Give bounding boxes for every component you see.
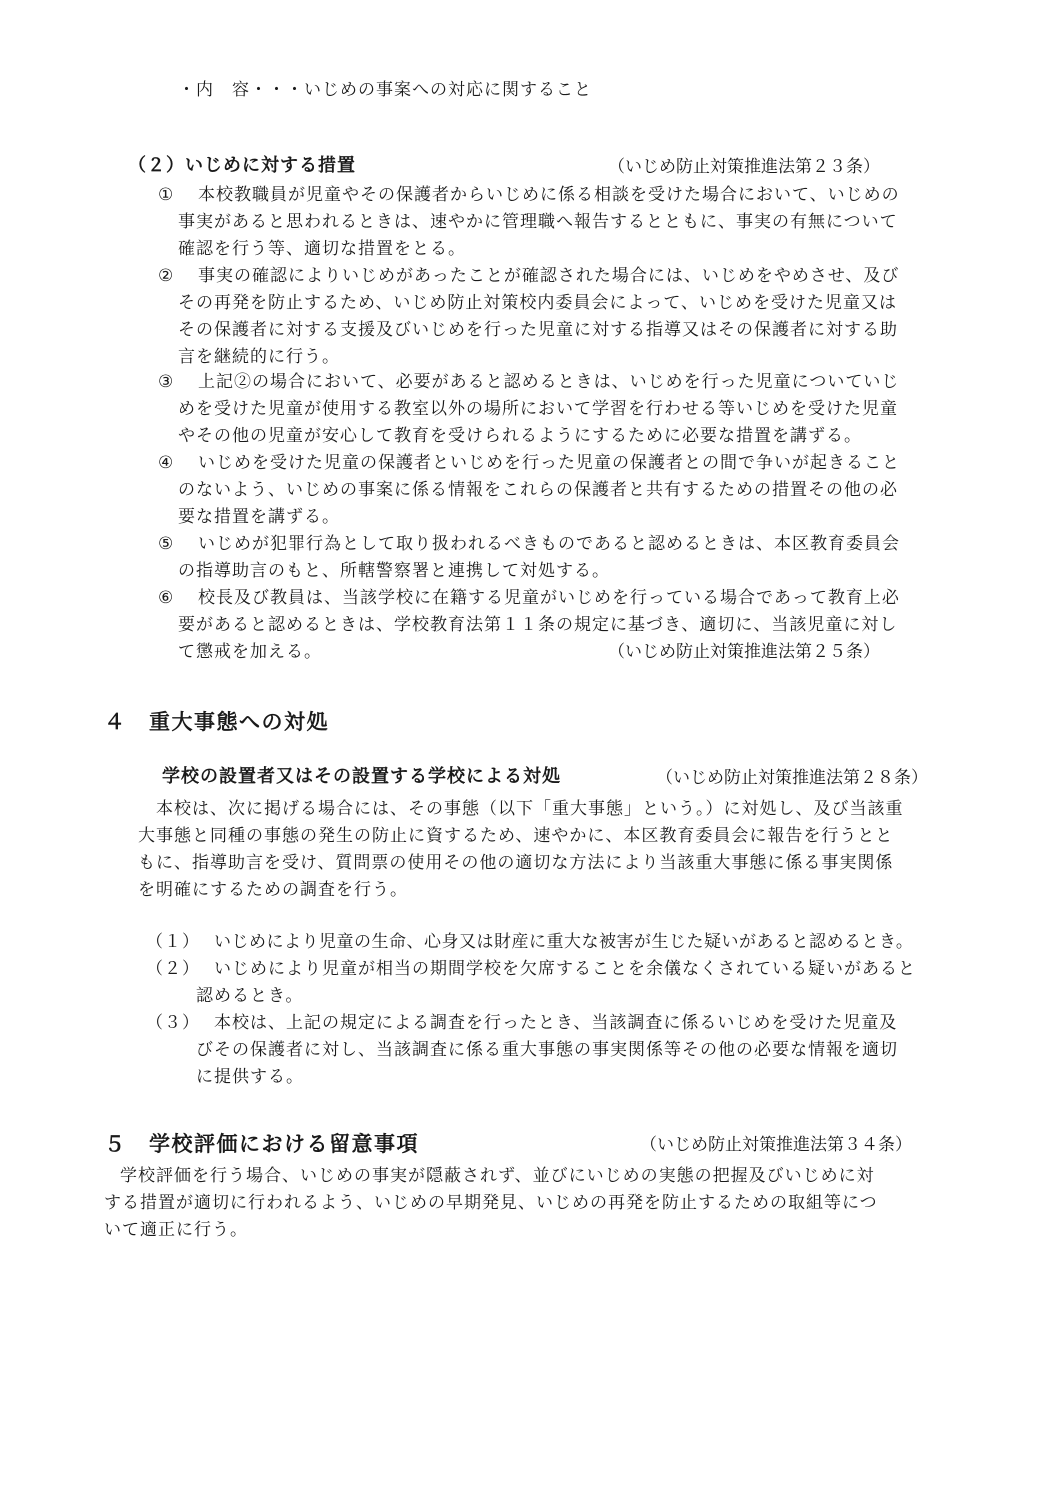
sec2-item-number: ① [158,185,175,205]
sec2-item-number: ② [158,266,175,286]
sec2-item-line: 事実があると思われるときは、速やかに管理職へ報告するとともに、事実の有無について [178,212,898,232]
sec2-item-line: 言を継続的に行う。 [178,347,340,367]
sec2-item-line: 事実の確認によりいじめがあったことが確認された場合には、いじめをやめさせ、及び [198,266,900,286]
sec4-item-number: （１） [146,932,200,952]
sec4-item-number: （３） [146,1013,200,1033]
section-5-heading: ５ 学校評価における留意事項 [104,1132,419,1156]
sec2-item-line: めを受けた児童が使用する教室以外の場所において学習を行わせる等いじめを受けた児童 [178,399,898,419]
sec4-item-number: （２） [146,959,200,979]
sec2-item-number: ⑥ [158,588,175,608]
sec2-item-line: の指導助言のもと、所轄警察署と連携して対処する。 [178,561,610,581]
sec4-item-line: 本校は、上記の規定による調査を行ったとき、当該調査に係るいじめを受けた児童及 [214,1013,898,1033]
sec2-item-line: 校長及び教員は、当該学校に在籍する児童がいじめを行っている場合であって教育上必 [198,588,900,608]
sec2-item-line: のないよう、いじめの事案に係る情報をこれらの保護者と共有するための措置その他の必 [178,480,898,500]
section-4-law-reference: （いじめ防止対策推進法第２８条） [656,768,928,788]
section-4-paragraph-line: 本校は、次に掲げる場合には、その事態（以下「重大事態」という。）に対処し、及び当該重 [156,799,904,819]
sec2-item-number: ⑤ [158,534,175,554]
section-5-law-reference: （いじめ防止対策推進法第３４条） [640,1135,912,1155]
section-2-heading: （２）いじめに対する措置 [128,155,356,176]
sec2-item-line: 上記②の場合において、必要があると認めるときは、いじめを行った児童についていじ [198,372,900,392]
sec4-item-line: びその保護者に対し、当該調査に係る重大事態の事実関係等その他の必要な情報を適切 [196,1040,898,1060]
section-2-end-law-reference: （いじめ防止対策推進法第２５条） [608,642,880,662]
section-4-subheading: 学校の設置者又はその設置する学校による対処 [162,766,561,787]
sec4-item-line: いじめにより児童の生命、心身又は財産に重大な被害が生じた疑いがあると認めるとき。 [214,932,914,952]
sec2-item-line: いじめを受けた児童の保護者といじめを行った児童の保護者との間で争いが起きること [198,453,900,473]
section-2-law-reference: （いじめ防止対策推進法第２３条） [608,157,880,177]
top-item: ・内 容・・・いじめの事案への対応に関すること [178,80,592,100]
sec2-item-line: 要があると認めるときは、学校教育法第１１条の規定に基づき、適切に、当該児童に対し [178,615,898,635]
section-4-paragraph-line: もに、指導助言を受け、質問票の使用その他の適切な方法により当該重大事態に係る事実関係 [138,853,894,873]
section-4-paragraph-line: を明確にするための調査を行う。 [138,880,408,900]
sec2-item-line: その保護者に対する支援及びいじめを行った児童に対する指導又はその保護者に対する助 [178,320,898,340]
section-5-paragraph-line: 学校評価を行う場合、いじめの事実が隠蔽されず、並びにいじめの実態の把握及びいじめに対 [120,1166,875,1186]
sec2-item-line: 要な措置を講ずる。 [178,507,340,527]
sec2-item-line: その再発を防止するため、いじめ防止対策校内委員会によって、いじめを受けた児童又は [178,293,897,313]
section-5-paragraph-line: する措置が適切に行われるよう、いじめの早期発見、いじめの再発を防止するための取組等につ [104,1193,878,1213]
sec4-item-line: 認めるとき。 [196,986,304,1006]
sec2-item-line: 本校教職員が児童やその保護者からいじめに係る相談を受けた場合において、いじめの [198,185,900,205]
sec2-item-line: て懲戒を加える。 [178,642,322,662]
sec4-item-line: いじめにより児童が相当の期間学校を欠席することを余儀なくされている疑いがあると [214,959,916,979]
section-5-paragraph-line: いて適正に行う。 [104,1220,248,1240]
section-4-paragraph-line: 大事態と同種の事態の発生の防止に資するため、速やかに、本区教育委員会に報告を行うとと [138,826,894,846]
sec2-item-number: ④ [158,453,175,473]
sec2-item-line: 確認を行う等、適切な措置をとる。 [178,239,466,259]
sec2-item-line: いじめが犯罪行為として取り扱われるべきものであると認めるときは、本区教育委員会 [198,534,900,554]
sec2-item-number: ③ [158,372,175,392]
sec2-item-line: やその他の児童が安心して教育を受けられるようにするために必要な措置を講ずる。 [178,426,862,446]
section-4-heading: ４ 重大事態への対処 [104,710,329,734]
sec4-item-line: に提供する。 [196,1067,304,1087]
